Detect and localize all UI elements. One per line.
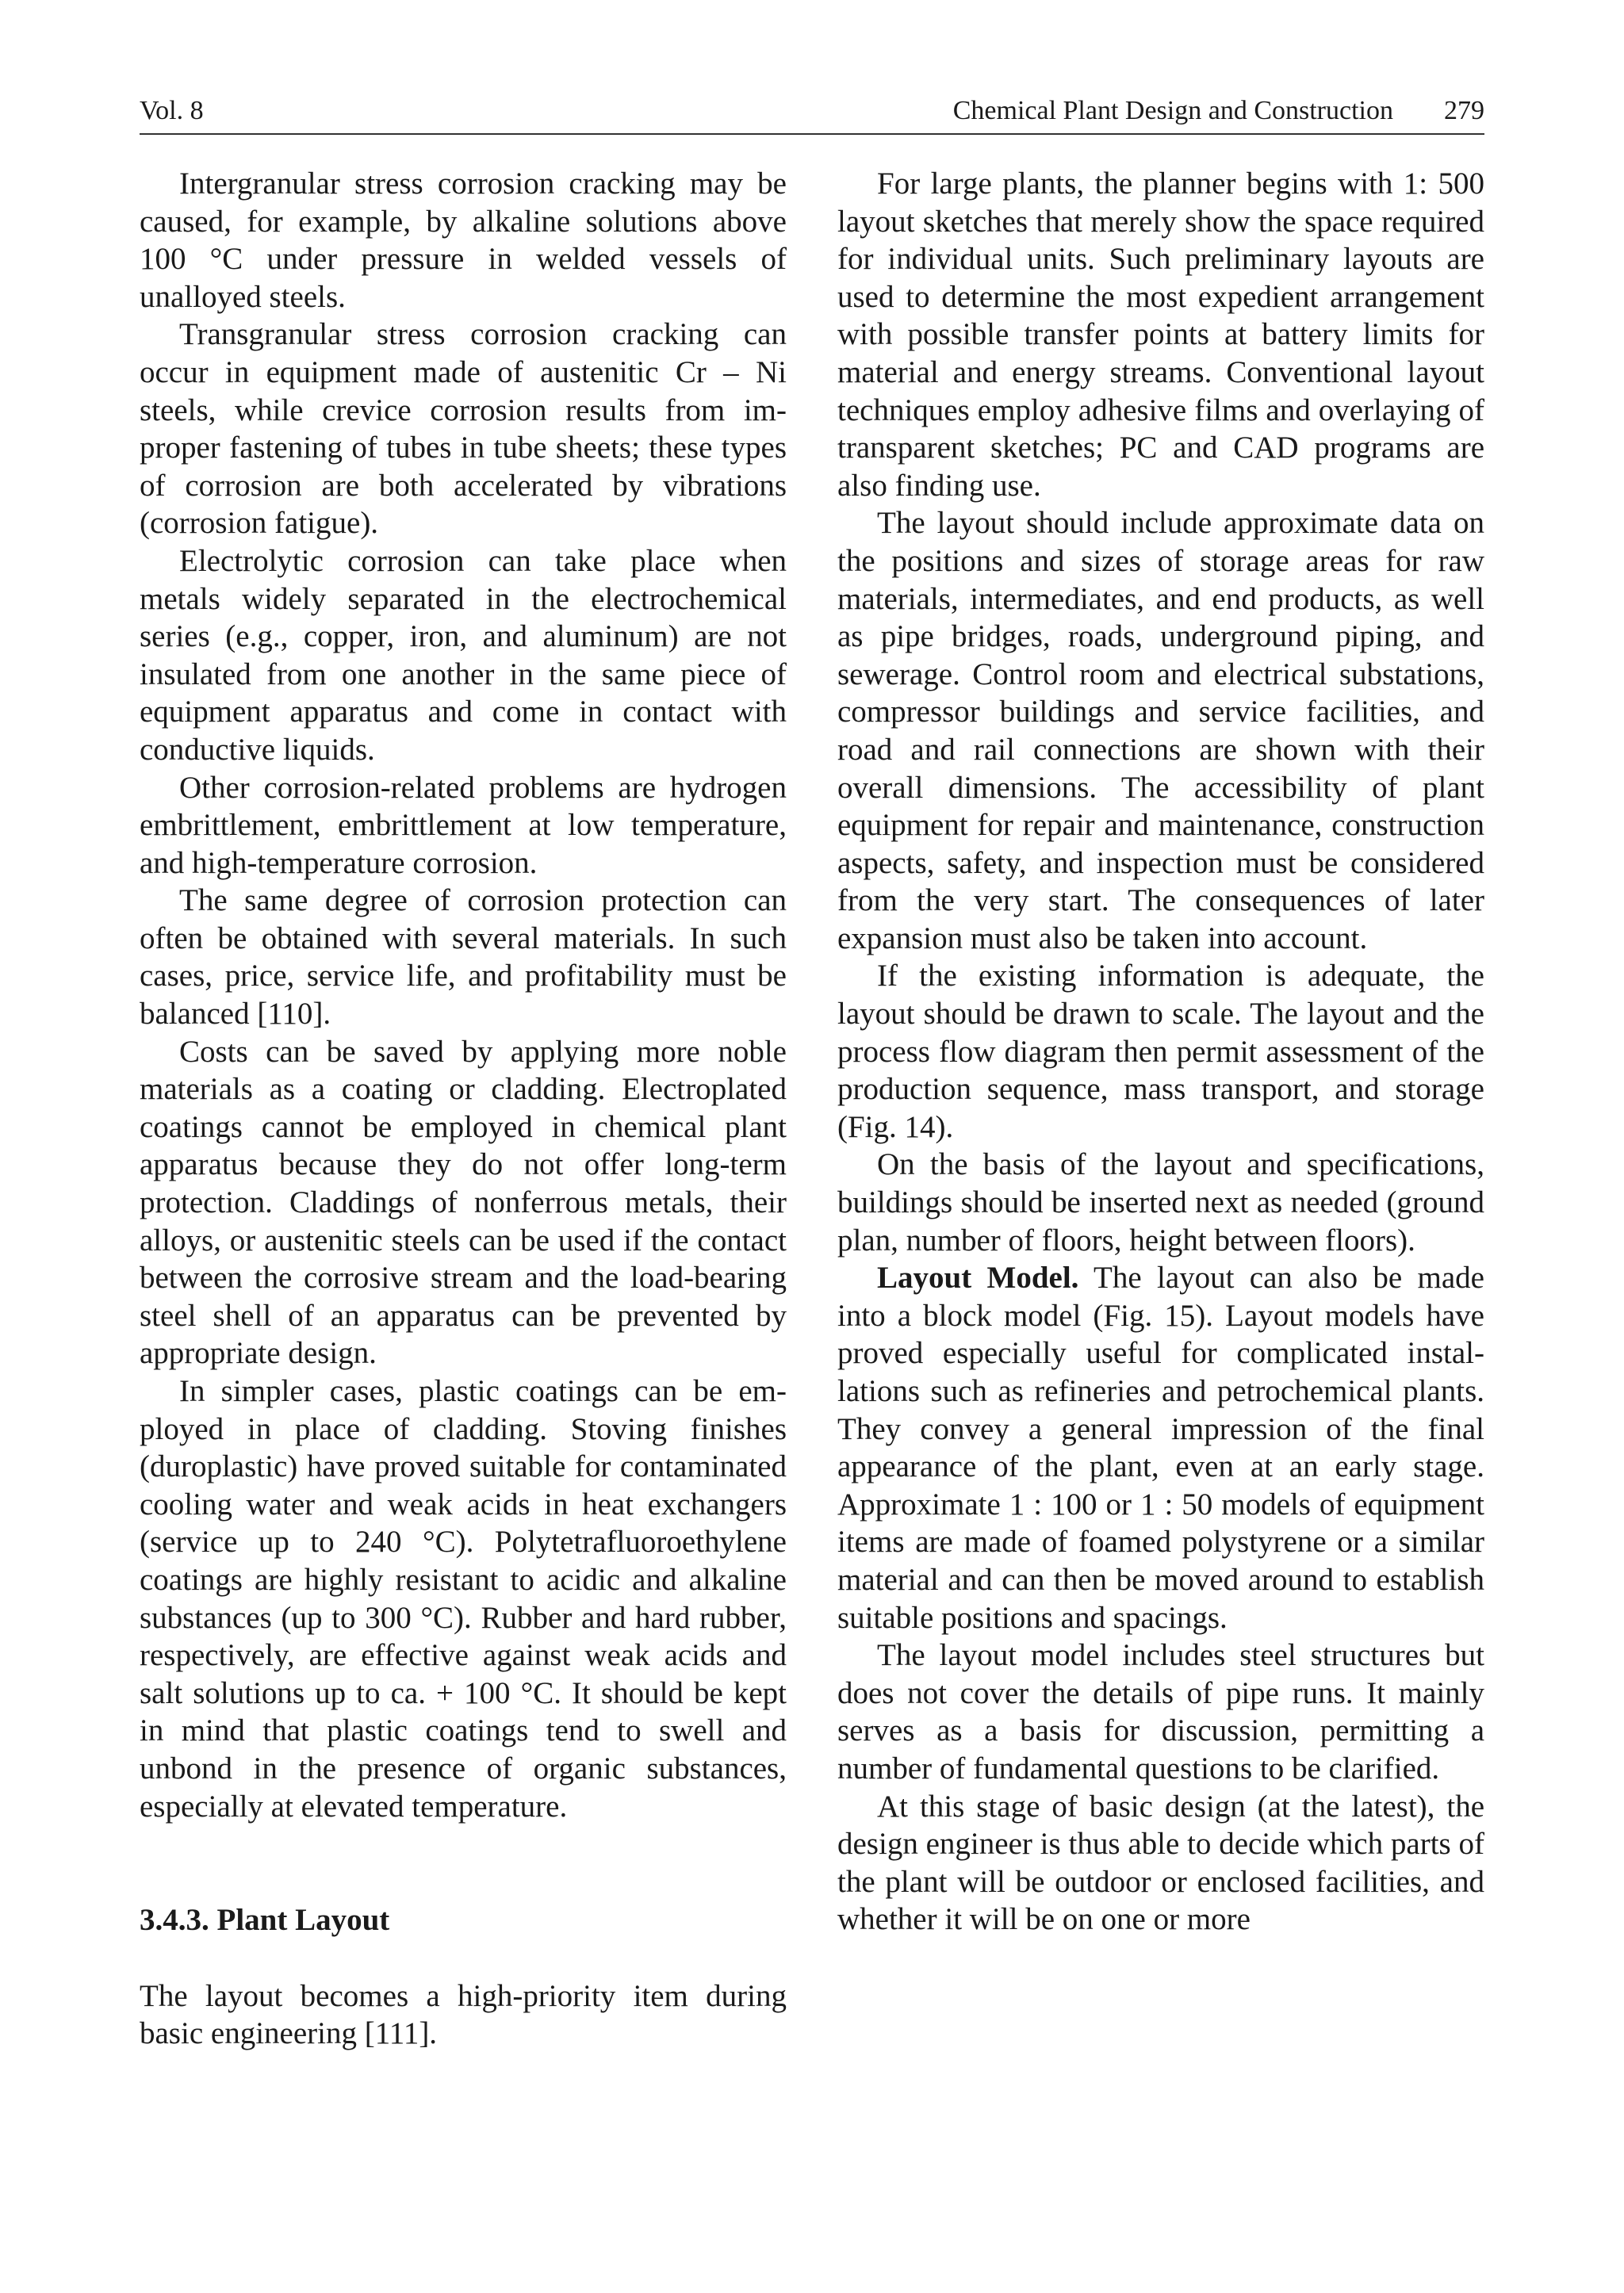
left-column — [140, 165, 787, 2053]
paragraph-other-corrosion: Other corrosion-related problems are hydrogen embrittlement, embrittlement at low temperature, and high-temperature corrosion. — [140, 770, 787, 880]
run-in-heading-layout-model: Layout Model. — [877, 1261, 1079, 1296]
paragraph-transgranular-corrosion: Transgranular stress corrosion cracking can occur in equipment made of austenitic Cr – Ni steels, while crevice corrosion results from improper fastening of tubes in tube sheets; these types of corrosion are both accelerated by vibrations (corrosion fatigue). — [140, 317, 787, 541]
running-header — [140, 89, 1484, 135]
header-right — [953, 89, 1484, 133]
document-page — [140, 89, 1484, 2051]
paragraph-layout-data: The layout should include approximate data on the positions and sizes of storage areas for raw materials, intermediates, and end products, as well as pipe bridges, roads, underground piping, and sewerage. Control room and electrical substations, compressor buildings and service facilities, and road and rail connections are shown with their overall dimensions. The accessibility of plant equipment for repair and maintenance, construction aspects, safety, and inspection must be considered from the very start. The consequences of later expansion must also be taken into account. — [837, 506, 1484, 955]
paragraph-layout-sketches: For large plants, the planner begins with 1: 500 layout sketches that merely show the space required for individual units. Such preliminary layouts are used to determine the most expedient arrangement with possible transfer points at battery limits for material and energy streams. Conventional layout techniques employ adhesive films and overlaying of transparent sketches; PC and CAD programs are also finding use. — [837, 167, 1484, 503]
paragraph-layout-model — [837, 1259, 1484, 1636]
paragraph-corrosion-protection: The same degree of corrosion protection can often be obtained with several materials. In such cases, price, service life, and profitability must be balanced [110]. — [140, 883, 787, 1032]
paragraph-basic-design-stage: At this stage of basic design (at the latest), the design engineer is thus able to decide which parts of the plant will be outdoor or enclosed facilities, and whether it will be on one or more — [837, 1789, 1484, 1937]
paragraph-electrolytic-corrosion: Electrolytic corrosion can take place when metals widely separated in the electrochemical series (e.g., copper, iron, and aluminum) are not insulated from one another in the same piece of equipment apparatus and come in contact with conductive liquids. — [140, 543, 787, 767]
page-number: 279 — [1444, 96, 1484, 125]
paragraph-drawn-to-scale: If the existing information is adequate, the layout should be drawn to scale. The layout and the process flow diagram then permit assessment of the production sequence, mass transport, and storage (Fig. 14). — [837, 959, 1484, 1144]
layout-model-text: The layout can also be made into a block model (Fig. 15). Layout models have proved especially useful for complicated installations such as refineries and petrochemical plants. They convey a general impression of the final appearance of the plant, even at an early stage. Approximate 1 : 100 or 1 : 50 models of equipment items are made of foamed polystyrene or a similar material and can then be moved around to establish suitable positions and spacings. — [837, 1261, 1484, 1635]
paragraph-plastic-coatings: In simpler cases, plastic coatings can be employed in place of cladding. Stoving finishes (duroplastic) have proved suitable for contaminated cooling water and weak acids in heat exchangers (service up to 240 °C). Polytetrafluoroethylene coatings are highly resistant to acidic and alkaline substances (up to 300 °C). Rubber and hard rubber, respectively, are effective against weak acids and salt solutions up to ca. + 100 °C. It should be kept in mind that plastic coatings tend to swell and unbond in the presence of organic substances, especially at elevated temperature. — [140, 1374, 787, 1824]
section-heading-plant-layout: 3.4.3. Plant Layout — [140, 1903, 390, 1938]
paragraph-coating-cladding: Costs can be saved by applying more noble materials as a coating or cladding. Electroplated coatings cannot be employed in chemical plant apparatus because they do not offer long-term protection. Claddings of nonferrous metals, their alloys, or austenitic steels can be used if the contact between the corrosive stream and the load-bearing steel shell of an apparatus can be prevented by appropriate design. — [140, 1034, 787, 1371]
paragraph-buildings: On the basis of the layout and specifications, buildings should be inserted next as needed (ground plan, number of floors, height between floors). — [837, 1147, 1484, 1258]
right-column — [837, 165, 1484, 1939]
paragraph-layout-intro: The layout becomes a high-priority item during basic engineering [111]. — [140, 1978, 787, 2051]
paragraph-intergranular-corrosion: Intergranular stress corrosion cracking may be caused, for example, by alkaline solutions above 100 °C under pressure in welded vessels of unalloyed steels. — [140, 167, 787, 314]
volume-label: Vol. 8 — [140, 96, 204, 125]
paragraph-steel-structures: The layout model includes steel structures but does not cover the details of pipe runs. It mainly serves as a basis for discussion, permitting a number of fundamental questions to be clarified. — [837, 1638, 1484, 1786]
running-title: Chemical Plant Design and Construction — [952, 96, 1393, 125]
